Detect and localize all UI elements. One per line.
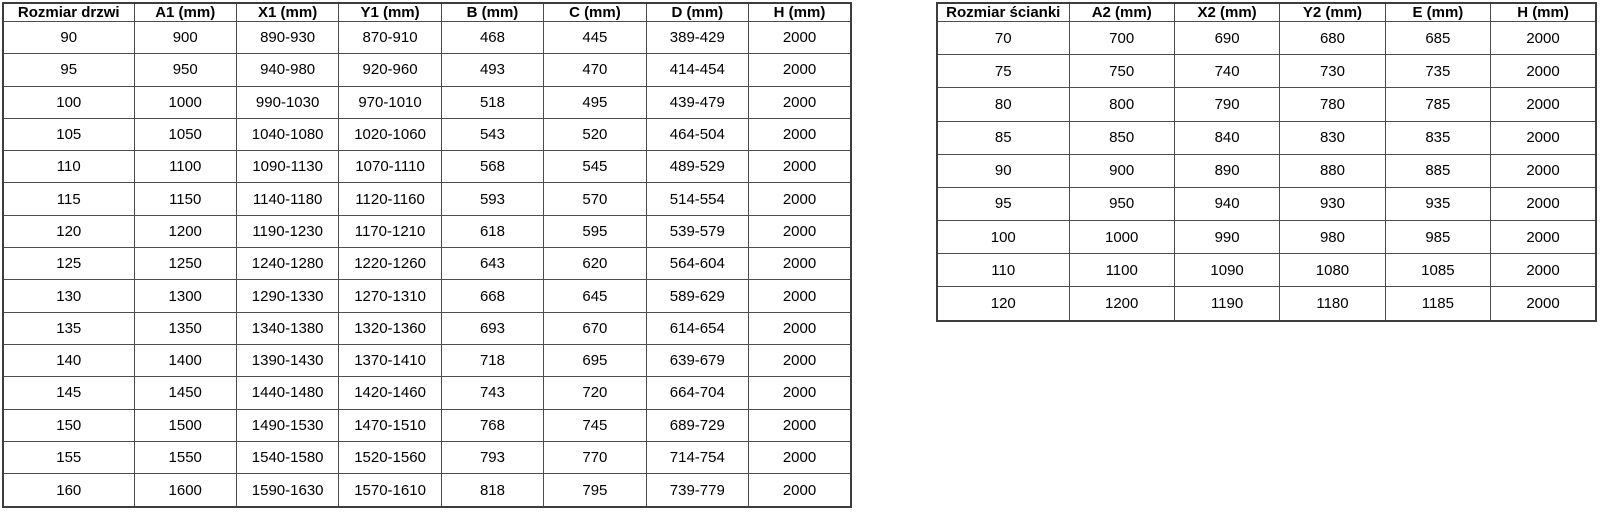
table-cell: 990: [1174, 221, 1279, 254]
table-row: [3, 377, 851, 409]
table-cell: 155: [3, 441, 134, 473]
table-row: [3, 215, 851, 247]
table-cell: 1000: [1069, 221, 1174, 254]
table-cell: 110: [3, 151, 134, 183]
table-row: [937, 221, 1596, 254]
table-cell: 389-429: [646, 22, 748, 54]
table-cell: 115: [3, 183, 134, 215]
table-row: [937, 88, 1596, 121]
table-cell: 614-654: [646, 312, 748, 344]
table-cell: 1420-1460: [339, 377, 441, 409]
table-row: [3, 344, 851, 376]
table-cell: 1290-1330: [236, 280, 338, 312]
table-cell: 1170-1210: [339, 215, 441, 247]
table-cell: 150: [3, 409, 134, 441]
table-cell: 1140-1180: [236, 183, 338, 215]
column-header: A2 (mm): [1069, 3, 1174, 22]
table-cell: 2000: [749, 441, 851, 473]
table-cell: 570: [544, 183, 646, 215]
header-row: [937, 3, 1596, 22]
table-row: [3, 118, 851, 150]
table-row: [937, 187, 1596, 220]
table-cell: 1090: [1174, 254, 1279, 287]
table-cell: 735: [1385, 55, 1490, 88]
table-cell: 1540-1580: [236, 441, 338, 473]
table-cell: 790: [1174, 88, 1279, 121]
door-size-table: [2, 2, 852, 508]
table-cell: 2000: [749, 312, 851, 344]
table-cell: 768: [441, 409, 543, 441]
table-cell: 2000: [749, 215, 851, 247]
table-cell: 445: [544, 22, 646, 54]
table-cell: 1100: [1069, 254, 1174, 287]
table-cell: 160: [3, 474, 134, 507]
table-row: [3, 312, 851, 344]
table-row: [937, 55, 1596, 88]
table-cell: 120: [937, 287, 1069, 321]
table-cell: 1600: [134, 474, 236, 507]
table-row: [937, 22, 1596, 55]
table-cell: 130: [3, 280, 134, 312]
table-cell: 620: [544, 248, 646, 280]
table-cell: 840: [1174, 121, 1279, 154]
table-cell: 1180: [1280, 287, 1385, 321]
table-cell: 90: [3, 22, 134, 54]
table-cell: 2000: [1491, 221, 1596, 254]
table-cell: 950: [1069, 187, 1174, 220]
table-cell: 693: [441, 312, 543, 344]
column-header: Y1 (mm): [339, 3, 441, 22]
table-cell: 2000: [749, 118, 851, 150]
table-cell: 643: [441, 248, 543, 280]
table-cell: 2000: [1491, 154, 1596, 187]
table-cell: 2000: [1491, 22, 1596, 55]
table-cell: 2000: [1491, 88, 1596, 121]
table-cell: 1120-1160: [339, 183, 441, 215]
table-cell: 714-754: [646, 441, 748, 473]
table-cell: 920-960: [339, 54, 441, 86]
table-row: [3, 280, 851, 312]
table-row: [3, 54, 851, 86]
table-cell: 668: [441, 280, 543, 312]
table-cell: 1400: [134, 344, 236, 376]
table-cell: 1190: [1174, 287, 1279, 321]
table-cell: 1200: [1069, 287, 1174, 321]
table-cell: 564-604: [646, 248, 748, 280]
table-cell: 2000: [749, 248, 851, 280]
table-cell: 1150: [134, 183, 236, 215]
table-cell: 818: [441, 474, 543, 507]
column-header: Rozmiar drzwi: [3, 3, 134, 22]
table-cell: 2000: [749, 377, 851, 409]
table-cell: 2000: [749, 280, 851, 312]
table-row: [3, 183, 851, 215]
table-cell: 750: [1069, 55, 1174, 88]
table-cell: 795: [544, 474, 646, 507]
table-cell: 1020-1060: [339, 118, 441, 150]
table-cell: 2000: [1491, 287, 1596, 321]
table-cell: 100: [937, 221, 1069, 254]
table-cell: 780: [1280, 88, 1385, 121]
table-cell: 890: [1174, 154, 1279, 187]
table-cell: 1450: [134, 377, 236, 409]
table-cell: 1340-1380: [236, 312, 338, 344]
table-cell: 980: [1280, 221, 1385, 254]
table-cell: 850: [1069, 121, 1174, 154]
table-cell: 495: [544, 86, 646, 118]
table-cell: 2000: [749, 409, 851, 441]
table-cell: 493: [441, 54, 543, 86]
table-cell: 718: [441, 344, 543, 376]
table-row: [3, 86, 851, 118]
table-cell: 1220-1260: [339, 248, 441, 280]
table-cell: 645: [544, 280, 646, 312]
table-cell: 1040-1080: [236, 118, 338, 150]
table-cell: 468: [441, 22, 543, 54]
column-header: A1 (mm): [134, 3, 236, 22]
table-cell: 135: [3, 312, 134, 344]
table-cell: 2000: [749, 183, 851, 215]
table-cell: 639-679: [646, 344, 748, 376]
table-cell: 2000: [1491, 187, 1596, 220]
table-cell: 664-704: [646, 377, 748, 409]
column-header: B (mm): [441, 3, 543, 22]
table-cell: 120: [3, 215, 134, 247]
column-header: H (mm): [1491, 3, 1596, 22]
table-cell: 145: [3, 377, 134, 409]
table-cell: 1050: [134, 118, 236, 150]
table-cell: 835: [1385, 121, 1490, 154]
table-cell: 670: [544, 312, 646, 344]
table-cell: 2000: [749, 344, 851, 376]
table-cell: 1320-1360: [339, 312, 441, 344]
table-cell: 800: [1069, 88, 1174, 121]
table-cell: 700: [1069, 22, 1174, 55]
table-cell: 743: [441, 377, 543, 409]
table-cell: 618: [441, 215, 543, 247]
table-row: [3, 22, 851, 54]
table-cell: 739-779: [646, 474, 748, 507]
table-cell: 518: [441, 86, 543, 118]
table-cell: 970-1010: [339, 86, 441, 118]
table-cell: 1500: [134, 409, 236, 441]
table-cell: 414-454: [646, 54, 748, 86]
table-cell: 439-479: [646, 86, 748, 118]
table-cell: 75: [937, 55, 1069, 88]
table-cell: 1350: [134, 312, 236, 344]
table-cell: 2000: [1491, 121, 1596, 154]
table-row: [937, 254, 1596, 287]
table-cell: 1080: [1280, 254, 1385, 287]
table-cell: 95: [3, 54, 134, 86]
table-cell: 770: [544, 441, 646, 473]
table-cell: 1490-1530: [236, 409, 338, 441]
table-row: [3, 441, 851, 473]
wall-size-table: [936, 2, 1597, 322]
table-cell: 1250: [134, 248, 236, 280]
table-cell: 830: [1280, 121, 1385, 154]
table-cell: 90: [937, 154, 1069, 187]
table-cell: 900: [1069, 154, 1174, 187]
table-cell: 1070-1110: [339, 151, 441, 183]
table-cell: 543: [441, 118, 543, 150]
table-cell: 2000: [749, 151, 851, 183]
table-row: [3, 409, 851, 441]
table-cell: 520: [544, 118, 646, 150]
table-cell: 1470-1510: [339, 409, 441, 441]
table-cell: 730: [1280, 55, 1385, 88]
table-cell: 2000: [1491, 55, 1596, 88]
table-cell: 685: [1385, 22, 1490, 55]
table-cell: 595: [544, 215, 646, 247]
table-cell: 793: [441, 441, 543, 473]
table-cell: 568: [441, 151, 543, 183]
table-cell: 100: [3, 86, 134, 118]
table-cell: 720: [544, 377, 646, 409]
table-cell: 950: [134, 54, 236, 86]
table-cell: 1200: [134, 215, 236, 247]
column-header: Y2 (mm): [1280, 3, 1385, 22]
table-cell: 940: [1174, 187, 1279, 220]
table-row: [3, 474, 851, 507]
table-cell: 2000: [749, 22, 851, 54]
table-cell: 125: [3, 248, 134, 280]
table-cell: 740: [1174, 55, 1279, 88]
table-row: [937, 121, 1596, 154]
table-cell: 935: [1385, 187, 1490, 220]
table-cell: 70: [937, 22, 1069, 55]
table-row: [937, 154, 1596, 187]
table-cell: 464-504: [646, 118, 748, 150]
column-header: D (mm): [646, 3, 748, 22]
table-cell: 1270-1310: [339, 280, 441, 312]
table-cell: 689-729: [646, 409, 748, 441]
header-row: [3, 3, 851, 22]
table-cell: 695: [544, 344, 646, 376]
table-row: [937, 287, 1596, 321]
table-cell: 593: [441, 183, 543, 215]
column-header: C (mm): [544, 3, 646, 22]
table-cell: 140: [3, 344, 134, 376]
table-cell: 2000: [749, 54, 851, 86]
table-cell: 2000: [749, 474, 851, 507]
table-cell: 1370-1410: [339, 344, 441, 376]
table-cell: 589-629: [646, 280, 748, 312]
table-cell: 745: [544, 409, 646, 441]
table-cell: 2000: [1491, 254, 1596, 287]
table-cell: 890-930: [236, 22, 338, 54]
table-cell: 680: [1280, 22, 1385, 55]
table-cell: 985: [1385, 221, 1490, 254]
table-cell: 85: [937, 121, 1069, 154]
table-cell: 2000: [749, 86, 851, 118]
table-cell: 1570-1610: [339, 474, 441, 507]
table-cell: 105: [3, 118, 134, 150]
table-cell: 1520-1560: [339, 441, 441, 473]
table-row: [3, 248, 851, 280]
table-cell: 1185: [1385, 287, 1490, 321]
table-cell: 1085: [1385, 254, 1490, 287]
column-header: E (mm): [1385, 3, 1490, 22]
table-cell: 990-1030: [236, 86, 338, 118]
table-row: [3, 151, 851, 183]
table-cell: 1100: [134, 151, 236, 183]
table-cell: 1240-1280: [236, 248, 338, 280]
table-cell: 1190-1230: [236, 215, 338, 247]
table-cell: 880: [1280, 154, 1385, 187]
table-cell: 545: [544, 151, 646, 183]
column-header: X2 (mm): [1174, 3, 1279, 22]
table-cell: 95: [937, 187, 1069, 220]
table-cell: 489-529: [646, 151, 748, 183]
table-cell: 1550: [134, 441, 236, 473]
table-cell: 785: [1385, 88, 1490, 121]
table-cell: 870-910: [339, 22, 441, 54]
table-cell: 539-579: [646, 215, 748, 247]
table-cell: 900: [134, 22, 236, 54]
table-cell: 930: [1280, 187, 1385, 220]
table-cell: 1390-1430: [236, 344, 338, 376]
table-cell: 1000: [134, 86, 236, 118]
table-cell: 885: [1385, 154, 1490, 187]
table-cell: 1090-1130: [236, 151, 338, 183]
table-cell: 470: [544, 54, 646, 86]
table-cell: 690: [1174, 22, 1279, 55]
table-cell: 1590-1630: [236, 474, 338, 507]
column-header: H (mm): [749, 3, 851, 22]
table-cell: 1440-1480: [236, 377, 338, 409]
table-cell: 1300: [134, 280, 236, 312]
table-cell: 110: [937, 254, 1069, 287]
table-cell: 940-980: [236, 54, 338, 86]
table-cell: 80: [937, 88, 1069, 121]
column-header: X1 (mm): [236, 3, 338, 22]
table-cell: 514-554: [646, 183, 748, 215]
column-header: Rozmiar ścianki: [937, 3, 1069, 22]
